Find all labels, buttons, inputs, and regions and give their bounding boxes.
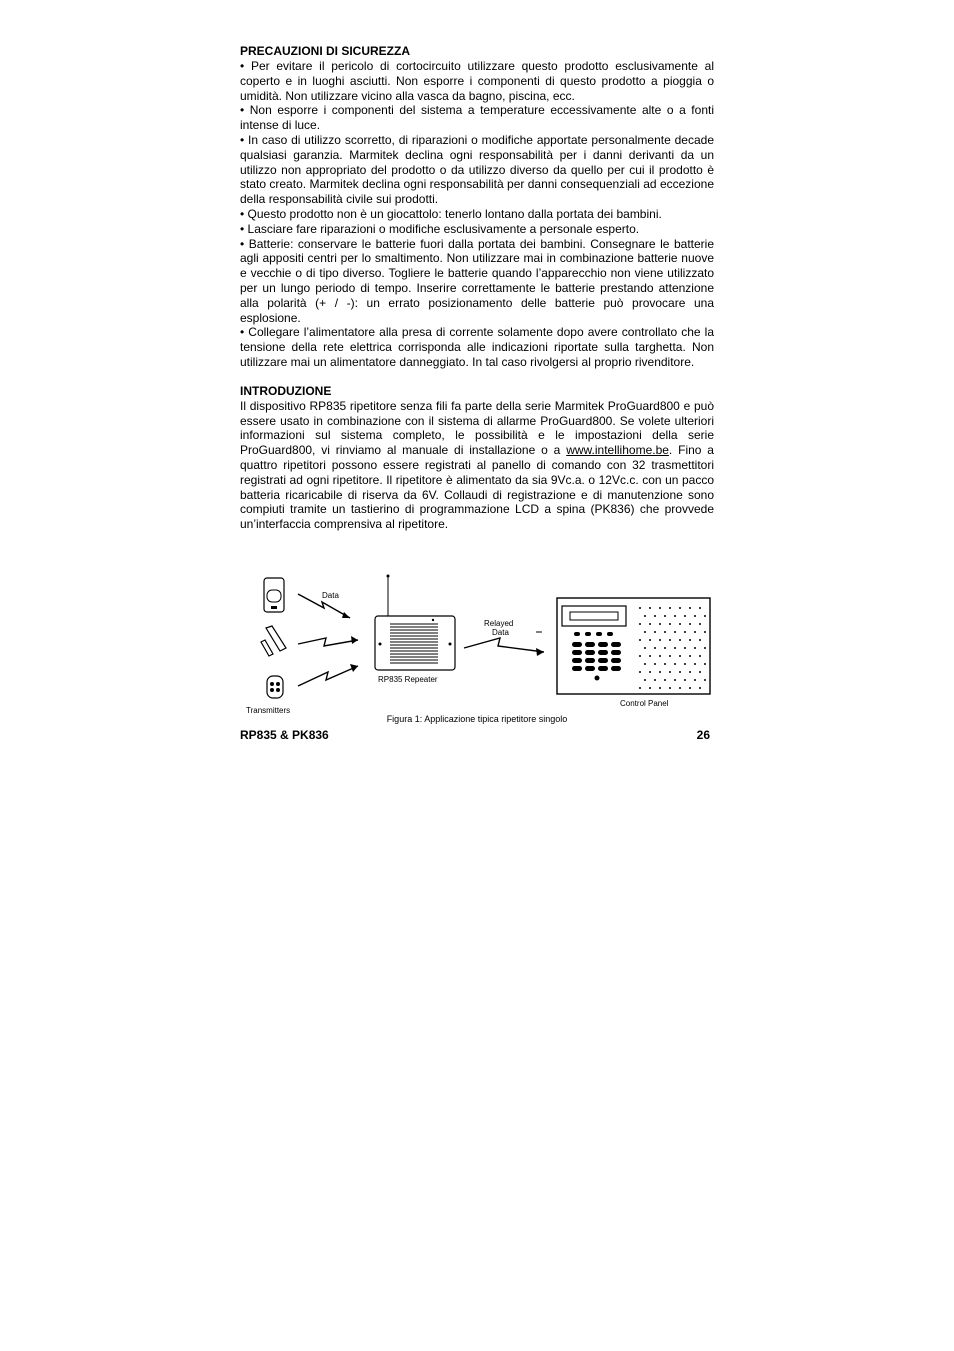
safety-paragraph-3: • In caso di utilizzo scorretto, di riparazioni o modifiche apportate personalmente decade qualsiasi garanzia. Marmitek declina ogni responsabilità per i danni derivanti da un utilizzo non appropriato del prodotto o da utilizzo diverso da quello per cui il prodotto è stato creato. Marmitek declina ogni responsabilità per danni consequenziali ad eccezione della responsabilità civile sui prodotti. [240,132,714,207]
figure-repeater-diagram [240,568,714,718]
heading-safety: PRECAUZIONI DI SICUREZZA [240,44,411,58]
figure-caption: Figura 1: Applicazione tipica ripetitore singolo [386,714,568,724]
safety-paragraph-2: • Non esporre i componenti del sistema a temperature eccessivamente alte o a fonti intense di luce. [240,103,714,133]
keyfob-icon [267,676,283,698]
pir-sensor-icon [264,578,284,612]
intro-text-2: . Fino a quattro ripetitori possono essere registrati al panello di comando con 32 trasmettitori registrati ad ogni ripetitore. Il ripetitore è alimentato da sia 9Vc.a. o 12Vc.c. con un pacco batteria ricaricabile di riserva da 6V. Collaudi di registrazione e di manutenzione sono compiuti tramite un tastierino di programmazione LCD a spina (PK836) che provvede un’interfaccia comprensiva al ripetitore. [240,443,714,532]
label-relayed: Relayed [484,619,514,628]
signal-bolt-icon [298,594,358,686]
heading-introduction: INTRODUZIONE [240,383,332,398]
repeater-device [375,575,455,671]
safety-paragraph-7: • Collegare l’alimentatore alla presa di corrente solamente dopo avere controllato che la tensione della rete elettrica corrisponda alle indicazioni riportate sulla targhetta. Non utilizzare mai un alimentatore danneggiato. In tal caso rivolgersi al proprio rivenditore. [240,325,714,369]
safety-paragraph-1: • Per evitare il pericolo di cortocircuito utilizzare questo prodotto esclusivamente al coperto e in luoghi asciutti. Non esporre i componenti di questo prodotto a pioggia o umidità. Non utilizzare vicino alla vasca da bagno, piscina, ecc. [240,59,714,103]
page-footer [240,728,710,743]
website-link[interactable]: www.intellihome.be [566,443,669,458]
safety-paragraph-5: • Lasciare fare riparazioni o modifiche esclusivamente a personale esperto. [240,221,640,236]
footer-product: RP835 & PK836 [240,728,329,742]
label-repeater: RP835 Repeater [378,675,438,684]
intro-paragraph [240,399,714,532]
intro-text-1: Il dispositivo RP835 ripetitore senza fili fa parte della serie Marmitek ProGuard800 e può essere usato in combinazione con il sistema di allarme ProGuard800. Se volete ulteriori informazioni sul sistema completo, le possibilità e le impostazioni della serie ProGuard800, vi rinviamo al manuale di installazione o a [240,398,714,458]
page-number: 26 [696,728,710,742]
control-panel-device [557,598,710,694]
label-data: Data [322,591,339,600]
page-body [240,44,714,532]
door-contact-icon [261,626,286,656]
label-relayed-data: Data [492,628,509,637]
safety-paragraph-6: • Batterie: conservare le batterie fuori dalla portata dei bambini. Consegnare le batterie agli appositi centri per lo smaltimento. Non utilizzare mai in combinazione batterie nuove e vecchie o di tipo diverso. Togliere le batterie quando l’apparecchio non viene utilizzato per un lungo periodo di tempo. Inserire correttamente le batterie prestando attenzione alla polarità (+ / -): un errato posizionamento delle batterie può provocare una esplosione. [240,236,714,325]
label-transmitters: Transmitters [246,706,291,715]
safety-paragraph-4: • Questo prodotto non è un giocattolo: tenerlo lontano dalla portata dei bambini. [240,206,662,221]
label-control-panel: Control Panel [620,699,669,708]
diagram-svg [240,568,714,718]
